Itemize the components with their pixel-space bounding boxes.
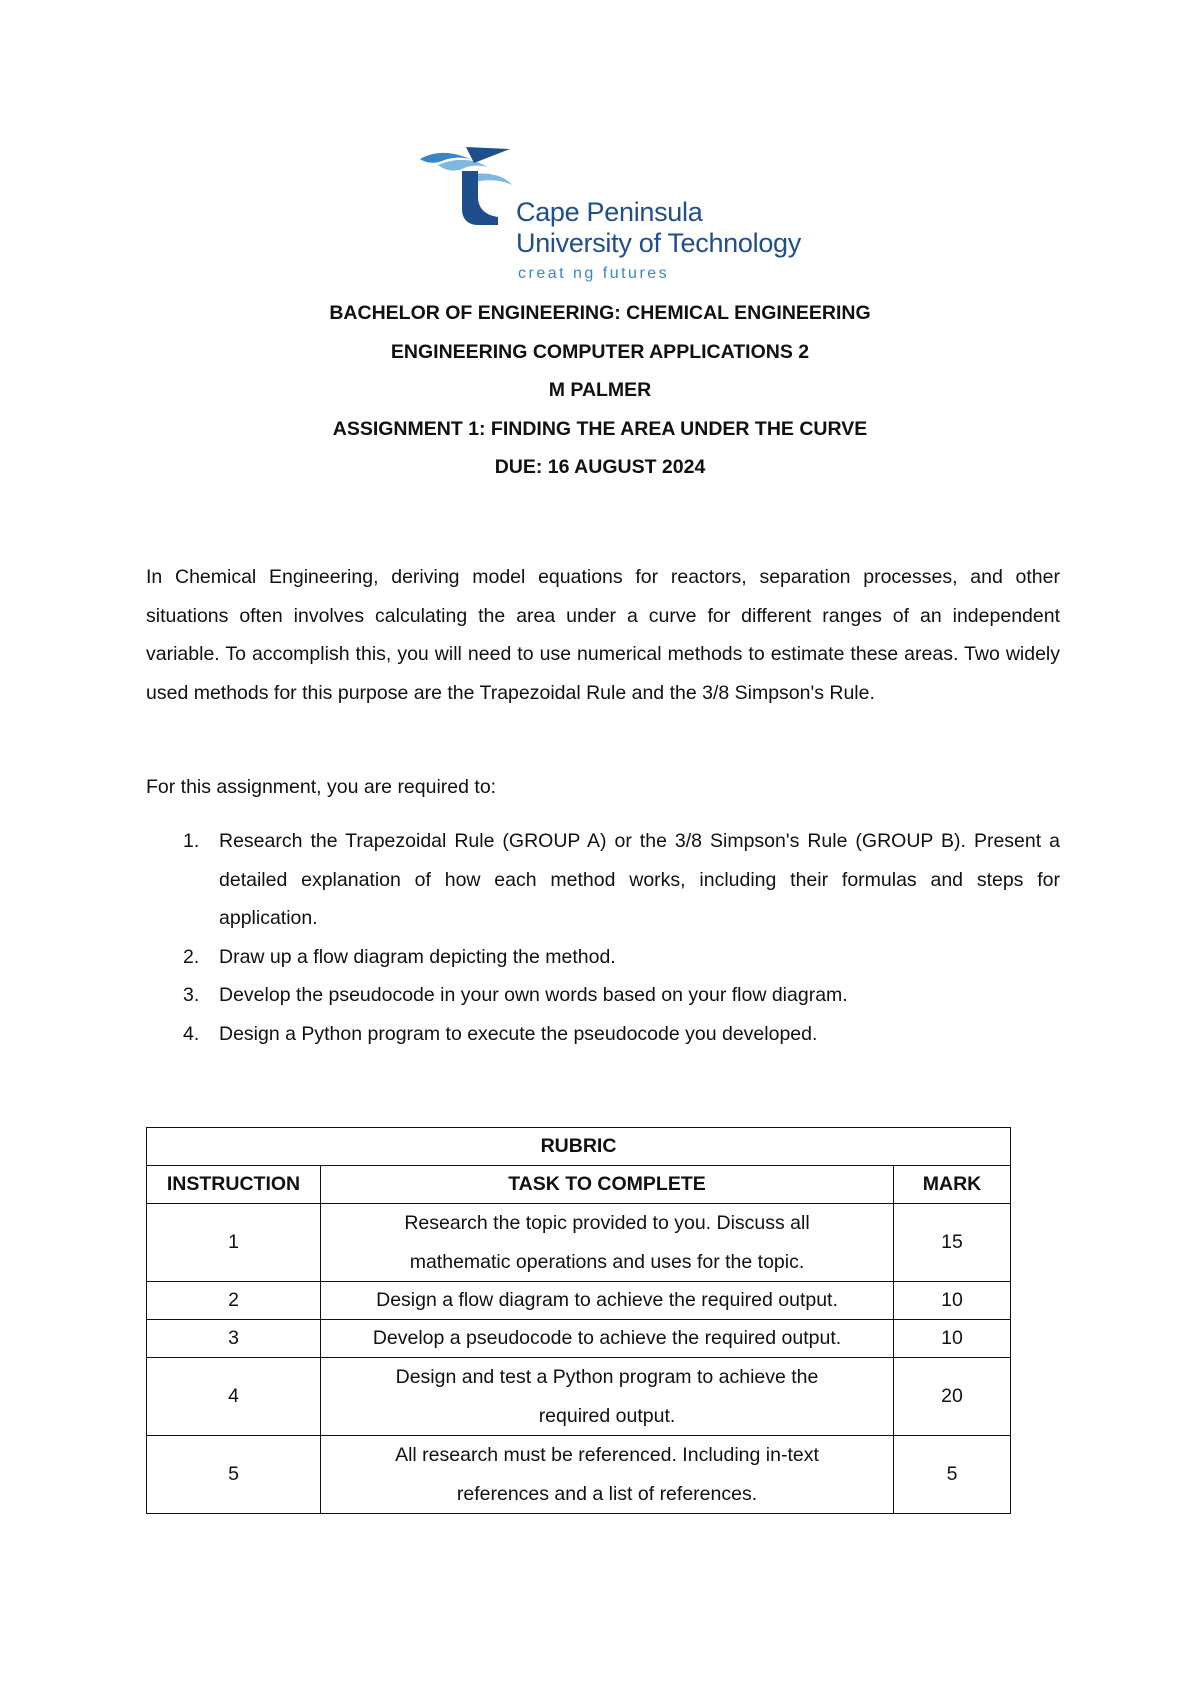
rubric-table [146,1127,1011,1514]
instruction-cell: 2 [147,1282,321,1320]
table-row [147,1282,1011,1320]
list-item [146,1015,1060,1054]
column-header-mark: MARK [894,1166,1011,1204]
table-row [147,1358,1011,1436]
task-cell: Design and test a Python program to achieve the required output. [321,1358,894,1436]
table-row [147,1436,1011,1514]
due-date-heading: DUE: 16 AUGUST 2024 [494,456,706,479]
logo-name-line1: Cape Peninsula [516,197,703,227]
list-item-number: 4. [183,1022,200,1045]
mark-cell: 5 [894,1436,1011,1514]
list-item [146,976,1060,1015]
mark-cell: 15 [894,1204,1011,1282]
list-item-number: 2. [183,945,200,968]
lecturer-heading: M PALMER [548,379,652,402]
list-item-text: Research the Trapezoidal Rule (GROUP A) or the 3/8 Simpson's Rule (GROUP B). Present a detailed explanation of how each method works, including their formulas and steps for application. [219,830,1060,929]
list-item-number: 3. [183,984,200,1006]
column-header-instruction: INSTRUCTION [147,1166,321,1204]
university-logo [418,145,801,285]
list-item-number: 1. [183,830,200,852]
list-item [146,938,1060,977]
task-cell: Design a flow diagram to achieve the required output. [321,1282,894,1320]
task-list [146,822,1060,1053]
list-item-text: Design a Python program to execute the pseudocode you developed. [219,1022,818,1045]
mark-cell: 10 [894,1282,1011,1320]
assignment-heading: ASSIGNMENT 1: FINDING THE AREA UNDER THE CURVE [332,417,868,440]
programme-heading: BACHELOR OF ENGINEERING: CHEMICAL ENGINEERING [329,302,871,324]
instruction-cell: 4 [147,1358,321,1436]
list-item [146,822,1060,938]
task-cell: All research must be referenced. Including in-text references and a list of references. [321,1436,894,1514]
instruction-cell: 5 [147,1436,321,1514]
course-heading: ENGINEERING COMPUTER APPLICATIONS 2 [390,340,810,363]
list-item-text: Draw up a flow diagram depicting the method. [219,945,616,968]
rubric-title: RUBRIC [147,1128,1011,1166]
intro-paragraph: In Chemical Engineering, deriving model equations for reactors, separation processes, and other situations often involves calculating the area under a curve for different ranges of an independent variable. To accomplish this, you will need to use numerical methods to estimate these areas. Two widely used methods for this purpose are the Trapezoidal Rule and the 3/8 Simpson's Rule. [146,566,1060,704]
instruction-cell: 3 [147,1320,321,1358]
mark-cell: 20 [894,1358,1011,1436]
logo-name-line2: University of Technology [516,228,801,258]
document-headings [0,300,1200,493]
column-header-task: TASK TO COMPLETE [321,1166,894,1204]
requirements-lead: For this assignment, you are required to: [146,776,497,798]
instruction-cell: 1 [147,1204,321,1282]
logo-tagline: creat ng futures [518,265,670,282]
task-cell: Develop a pseudocode to achieve the required output. [321,1320,894,1358]
wave-emblem-icon [418,145,518,255]
task-cell: Research the topic provided to you. Discuss all mathematic operations and uses for the topic. [321,1204,894,1282]
list-item-text: Develop the pseudocode in your own words based on your flow diagram. [219,984,848,1006]
mark-cell: 10 [894,1320,1011,1358]
table-row [147,1320,1011,1358]
table-row [147,1204,1011,1282]
